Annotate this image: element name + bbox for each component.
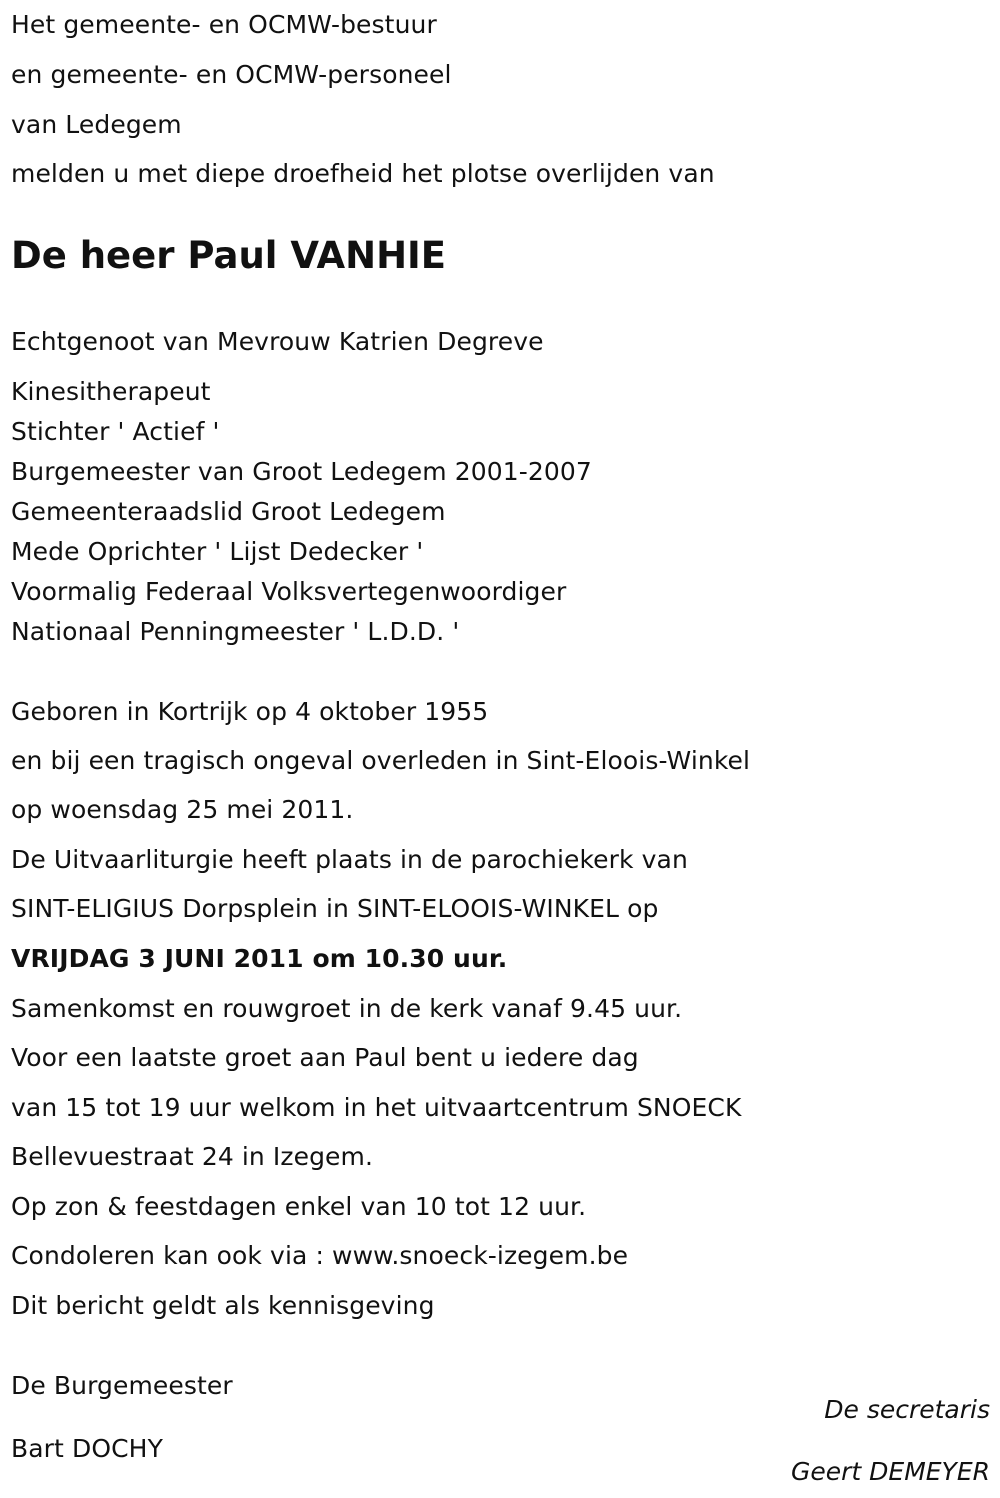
- condolence-line: Condoleren kan ook via : www.snoeck-izegem.be: [11, 1241, 629, 1270]
- header-line: en gemeente- en OCMW-personeel: [11, 60, 452, 89]
- mayor-name: Bart DOCHY: [11, 1434, 163, 1463]
- funeral-date-line: VRIJDAG 3 JUNI 2011 om 10.30 uur.: [11, 944, 508, 973]
- detail-line: De Uitvaarliturgie heeft plaats in de parochiekerk van: [11, 845, 688, 874]
- detail-line: Voor een laatste groet aan Paul bent u iedere dag: [11, 1043, 639, 1072]
- detail-line: SINT-ELIGIUS Dorpsplein in SINT-ELOOIS-WINKEL op: [11, 894, 659, 923]
- detail-line: Geboren in Kortrijk op 4 oktober 1955: [11, 697, 489, 726]
- detail-line: Bellevuestraat 24 in Izegem.: [11, 1142, 374, 1171]
- secretary-name: Geert DEMEYER: [790, 1457, 990, 1486]
- header-line: Het gemeente- en OCMW-bestuur: [11, 10, 437, 39]
- detail-line: van 15 tot 19 uur welkom in het uitvaartcentrum SNOECK: [11, 1093, 742, 1122]
- detail-line: en bij een tragisch ongeval overleden in Sint-Eloois-Winkel: [11, 746, 751, 775]
- function-item: Nationaal Penningmeester ' L.D.D. ': [11, 617, 460, 646]
- detail-line: op woensdag 25 mei 2011.: [11, 795, 354, 824]
- detail-line: Dit bericht geldt als kennisgeving: [11, 1291, 435, 1320]
- function-item: Voormalig Federaal Volksvertegenwoordiger: [11, 577, 567, 606]
- detail-line: Op zon & feestdagen enkel van 10 tot 12 uur.: [11, 1192, 587, 1221]
- spouse-line: Echtgenoot van Mevrouw Katrien Degreve: [11, 327, 544, 356]
- function-item: Kinesitherapeut: [11, 377, 211, 406]
- function-item: Mede Oprichter ' Lijst Dedecker ': [11, 537, 424, 566]
- header-line: melden u met diepe droefheid het plotse overlijden van: [11, 159, 715, 188]
- mayor-role: De Burgemeester: [11, 1371, 233, 1400]
- detail-line: Samenkomst en rouwgroet in de kerk vanaf 9.45 uur.: [11, 994, 683, 1023]
- function-item: Gemeenteraadslid Groot Ledegem: [11, 497, 446, 526]
- deceased-name: De heer Paul VANHIE: [11, 234, 447, 277]
- header-line: van Ledegem: [11, 110, 182, 139]
- function-item: Stichter ' Actief ': [11, 417, 220, 446]
- function-item: Burgemeester van Groot Ledegem 2001-2007: [11, 457, 592, 486]
- secretary-role: De secretaris: [824, 1395, 990, 1424]
